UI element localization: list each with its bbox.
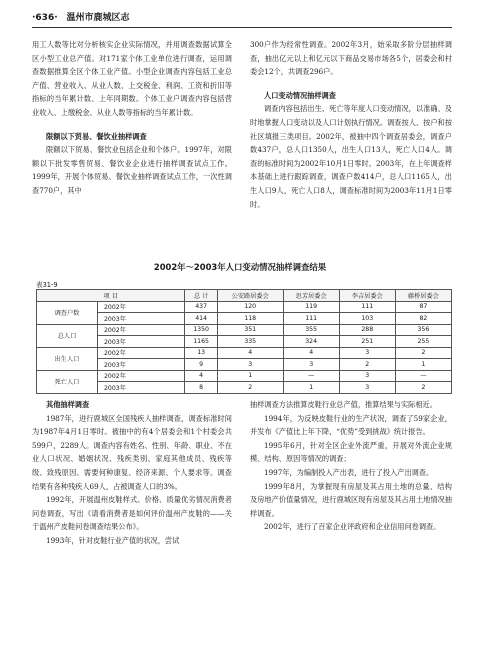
value-cell: 111 <box>339 301 395 313</box>
value-cell: — <box>395 370 451 382</box>
column-header: 李吉居委会 <box>339 290 395 302</box>
paragraph: 调查内容包括出生、死亡等年度人口变动情况，以准确、及时地掌握人口变动以及人口计划执行情况。调查按人、按户和按社区填报三类项目。2002年，被抽中四个调查居委会，调查户数437户，总人口1350人，出生人口13人，死亡人口4人。调查的标准时间为2002年10月1日零时。2003年，在上年调查样本基础上进行跟踪调查，调查户数414户，总人口1165人，出生人口9人，死亡人口8人，调查标准时间为2003年11月1日零时。 <box>250 104 452 209</box>
paragraph: 抽样调查方法推算皮鞋行业总产值，推算结果与实际相近。 <box>250 400 437 409</box>
value-cell: 1 <box>395 359 451 371</box>
year-cell: 2003年 <box>98 313 185 325</box>
table-row <box>37 324 452 336</box>
value-cell: 119 <box>283 301 339 313</box>
value-cell: 1165 <box>185 336 217 348</box>
value-cell: 2 <box>395 347 451 359</box>
year-cell: 2002年 <box>98 324 185 336</box>
paragraph: 1993年，针对皮鞋行业产值的状况，尝试 <box>46 535 180 545</box>
table-row <box>37 382 452 394</box>
value-cell: 3 <box>339 347 395 359</box>
table-title: 2002年～2003年人口变动情况抽样调查结果 <box>153 262 327 272</box>
value-cell: 3 <box>339 370 395 382</box>
paragraph: 300户作为经常性调查。2002年3月，始采取多阶分层抽样调查，抽出亿元以上和亿元以下商品交易市场各5个，居委会和村委会12个，共调查296户。 <box>250 40 452 77</box>
paragraph: 1994年，为反映皮鞋行业的生产状况，调查了59家企业，并发布《产值比上年下降，“优势”受到挑战》统计报告。 <box>250 413 452 437</box>
value-cell: 356 <box>395 324 451 336</box>
value-cell: 13 <box>185 347 217 359</box>
paragraph: 限额以下贸易、餐饮业包括企业和个体户。1997年，对限额以下批发零售贸易、餐饮业企业进行抽样调查试点工作。1999年，开展个体贸易、餐饮业抽样调查试点工作，一次性调查770户，其中 <box>32 145 232 195</box>
column-header: 公安路居委会 <box>217 290 283 302</box>
paragraph: 1999年8月，为掌握现有房屋及其占用土地的总量、结构及房地产价值量情况，进行鹿城区现有房屋及其占用土地情况抽样调查。 <box>250 481 452 518</box>
column-header: 总 计 <box>185 290 217 302</box>
paragraph: 1995年6月，针对全区企业外流严重，开展对外流企业规模、结构、原因等情况的调查； <box>250 440 452 464</box>
table-row <box>37 370 452 382</box>
year-cell: 2003年 <box>98 359 185 371</box>
right-column-upper <box>250 38 452 211</box>
value-cell: — <box>283 370 339 382</box>
left-column-upper <box>32 38 232 198</box>
value-cell: 324 <box>283 336 339 348</box>
value-cell: 4 <box>185 370 217 382</box>
book-title: 温州市鹿城区志 <box>66 13 130 23</box>
column-header: 思芳居委会 <box>283 290 339 302</box>
paragraph: 1997年，为编制投入产出表，进行了投入产出调查。 <box>264 467 434 477</box>
table-row <box>37 359 452 371</box>
column-header: 藤桥居委会 <box>395 290 451 302</box>
value-cell: 120 <box>217 301 283 313</box>
value-cell: 8 <box>185 382 217 394</box>
year-cell: 2002年 <box>98 370 185 382</box>
value-cell: 255 <box>395 336 451 348</box>
section-heading: 限额以下贸易、餐饮业抽样调查 <box>46 131 147 141</box>
year-cell: 2003年 <box>98 336 185 348</box>
year-cell: 2003年 <box>98 382 185 394</box>
value-cell: 2 <box>217 382 283 394</box>
value-cell: 2 <box>395 382 451 394</box>
right-column-lower <box>250 398 452 534</box>
value-cell: 9 <box>185 359 217 371</box>
value-cell: 3 <box>217 359 283 371</box>
year-cell: 2002年 <box>98 347 185 359</box>
value-cell: 351 <box>217 324 283 336</box>
value-cell: 111 <box>283 313 339 325</box>
section-heading: 人口变动情况抽样调查 <box>264 90 336 100</box>
value-cell: 103 <box>339 313 395 325</box>
paragraph: 2002年，进行了百家企业评政府和企业信用问卷调查。 <box>264 522 441 532</box>
row-label: 出生人口 <box>37 347 98 370</box>
value-cell: 4 <box>217 347 283 359</box>
value-cell: 335 <box>217 336 283 348</box>
row-label: 总人口 <box>37 324 98 347</box>
table-row <box>37 336 452 348</box>
column-header: 项 目 <box>37 290 185 302</box>
value-cell: 1 <box>217 370 283 382</box>
value-cell: 251 <box>339 336 395 348</box>
value-cell: 4 <box>283 347 339 359</box>
row-label: 调查户数 <box>37 301 98 324</box>
value-cell: 2 <box>339 359 395 371</box>
table-header-row <box>37 290 452 302</box>
value-cell: 288 <box>339 324 395 336</box>
section-heading: 其他抽样调查 <box>46 400 90 409</box>
value-cell: 118 <box>217 313 283 325</box>
paragraph: 用工人数等比对分析核实企业实际情况，并用调查数据试算全区小型工业总产值。对171家个体工业单位进行调查，运用调查数据推算全区个体工业产值。小型企业调查内容包括工业总产值、营业收入、从业人数、上交税金、利润、工资和折旧等指标的当年累计数、上年同期数。个体工业户调查内容包括营业收入、上缴税金、从业人数等指标的当年累计数。 <box>32 40 232 117</box>
value-cell: 1 <box>283 382 339 394</box>
population-change-table <box>36 289 452 394</box>
value-cell: 87 <box>395 301 451 313</box>
value-cell: 437 <box>185 301 217 313</box>
paragraph: 1992年，开展温州皮鞋样式、价格、质量优劣情况消费者问卷调查，写出《请看消费者是如何评价温州产皮鞋的——关于温州产皮鞋问卷调查结果公布》。 <box>32 495 232 532</box>
value-cell: 82 <box>395 313 451 325</box>
paragraph: 1987年，进行鹿城区全国残疾人抽样调查，调查标准时间为1987年4月1日零时。被抽中的有4个居委会和1个村委会共599户，2289人。调查内容有姓名、性别、年龄、职业、不在业人口状况、婚姻状况、残疾类别、家庭其他成员、残疾等级、致残原因、需要何种康复、经济来源、个人要求等。调查结果有各种残疾人69人，占被调查人口的3%。 <box>32 413 232 491</box>
table-row <box>37 301 452 313</box>
page-number: ·636· <box>32 13 58 23</box>
value-cell: 3 <box>339 382 395 394</box>
value-cell: 355 <box>283 324 339 336</box>
year-cell: 2002年 <box>98 301 185 313</box>
left-column-lower <box>32 398 232 548</box>
table-row <box>37 347 452 359</box>
table-row <box>37 313 452 325</box>
page-header <box>32 10 452 28</box>
table-number: 表31-9 <box>36 281 58 289</box>
value-cell: 1350 <box>185 324 217 336</box>
value-cell: 414 <box>185 313 217 325</box>
row-label: 死亡人口 <box>37 370 98 393</box>
value-cell: 3 <box>283 359 339 371</box>
header-rule <box>32 27 452 28</box>
